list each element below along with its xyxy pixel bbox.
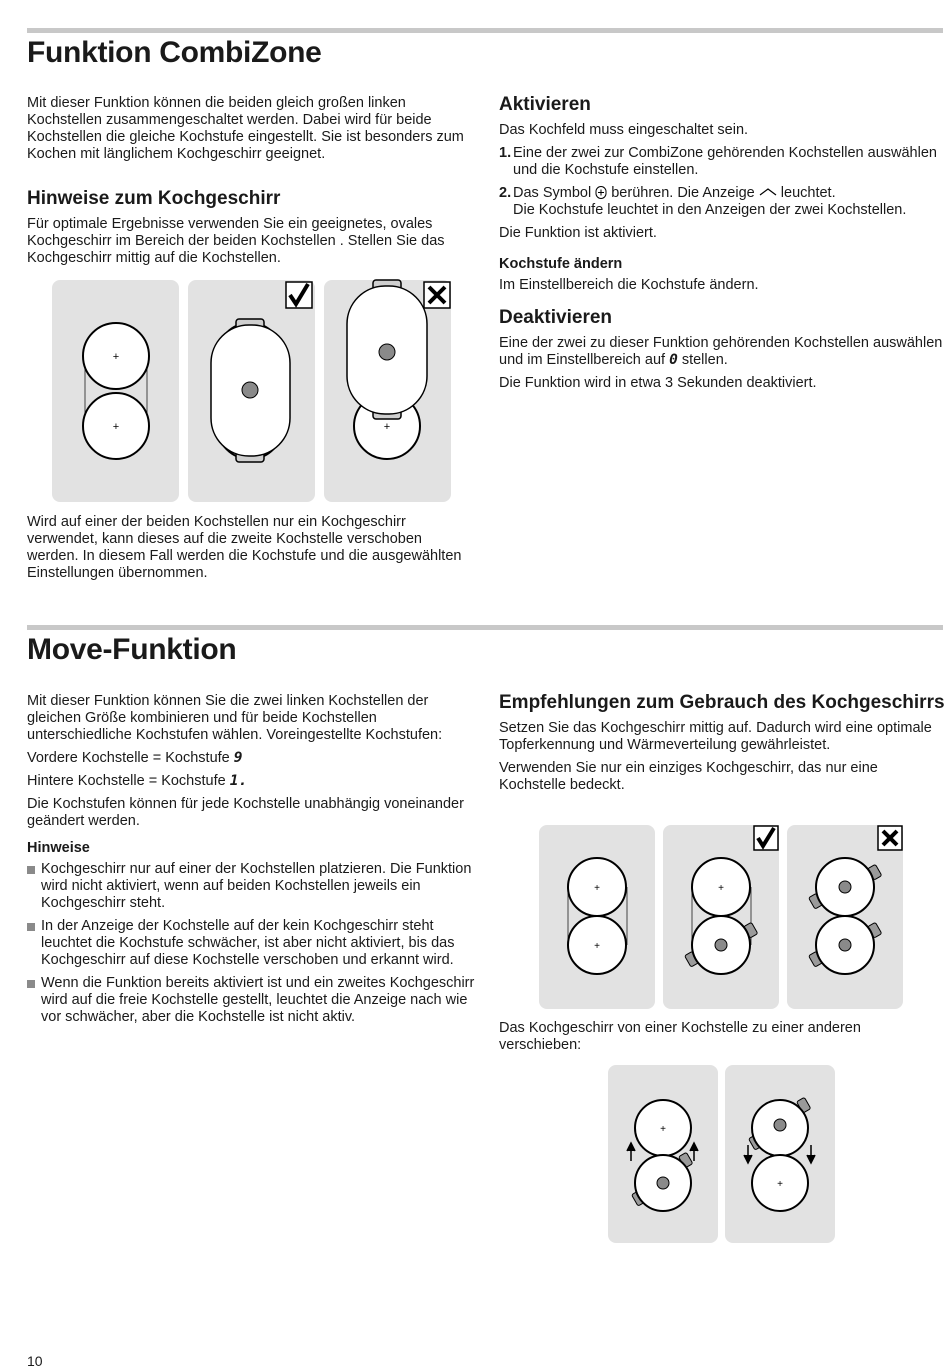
activate-done: Die Funktion ist aktiviert. bbox=[499, 224, 657, 241]
activate-pre: Das Kochfeld muss eingeschaltet sein. bbox=[499, 121, 749, 138]
move-independent: Die Kochstufen können für jede Kochstelle unabhängig voneinander geändert werden. bbox=[27, 796, 464, 829]
svg-text:+: + bbox=[594, 941, 600, 952]
front-zone-preset: Vordere Kochstelle = Kochstufe 9 bbox=[27, 750, 243, 766]
combizone-right-column bbox=[499, 95, 945, 398]
move-shift-illustration bbox=[607, 1063, 837, 1245]
deactivate-text: Eine der zwei zu dieser Funktion gehörenden Kochstellen auswählen und im Einstellbereich auf 0 stellen. bbox=[499, 334, 943, 368]
reco-text-2: Verwenden Sie nur ein einziges Kochgeschirr, das nur eine Kochstelle bedeckt. bbox=[499, 759, 878, 793]
svg-text:+: + bbox=[112, 421, 120, 433]
combizone-indicator-icon bbox=[759, 187, 777, 197]
cookware-heading: Hinweise zum Kochgeschirr bbox=[27, 188, 281, 209]
combizone-intro: Mit dieser Funktion können die beiden gleich großen linken Kochstellen zusammengeschaltet werden. Dabei wird für beide Kochstellen die gleiche Kochstufe eingestellt. Sie ist besonders zum Kochen mit länglichem Kochgeschirr geeignet. bbox=[27, 95, 464, 162]
svg-text:+: + bbox=[594, 883, 600, 894]
combizone-symbol-icon bbox=[595, 186, 607, 199]
zero-level-display: 0 bbox=[669, 351, 678, 368]
move-right-column bbox=[499, 693, 945, 800]
page-number: 10 bbox=[27, 1353, 43, 1369]
activate-heading: Aktivieren bbox=[499, 94, 591, 115]
shift-note bbox=[499, 1020, 945, 1060]
combizone-left-column bbox=[27, 95, 475, 273]
activate-step-2: 2. Das Symbol berühren. Die Anzeige leuchtet. Die Kochstufe leuchtet in den Anzeigen der zwei Kochstellen. bbox=[499, 184, 907, 218]
change-level-heading: Kochstufe ändern bbox=[499, 255, 623, 272]
change-level-text: Im Einstellbereich die Kochstufe ändern. bbox=[499, 276, 759, 293]
section-rule-move bbox=[27, 625, 943, 630]
section-title-combizone: Funktion CombiZone bbox=[27, 36, 322, 69]
deactivate-done: Die Funktion wird in etwa 3 Sekunden deaktiviert. bbox=[499, 374, 817, 391]
move-left-column bbox=[27, 693, 475, 1032]
activate-step-1: 1. Eine der zwei zur CombiZone gehörenden Kochstellen auswählen und die Kochstufe einstellen. bbox=[499, 144, 937, 178]
bullet-square-icon bbox=[27, 866, 35, 874]
move-intro: Mit dieser Funktion können Sie die zwei linken Kochstellen der gleichen Größe kombinieren und für beide Kochstellen unterschiedliche Kochstufen wählen. Voreingestellte Kochstufen: bbox=[27, 693, 443, 743]
rear-zone-preset: Hintere Kochstelle = Kochstufe 1. bbox=[27, 773, 248, 789]
notes-heading: Hinweise bbox=[27, 840, 90, 856]
svg-text:+: + bbox=[718, 883, 724, 894]
svg-text:+: + bbox=[660, 1124, 666, 1135]
section-rule-combizone bbox=[27, 28, 943, 33]
reco-text-1: Setzen Sie das Kochgeschirr mittig auf. Dadurch wird eine optimale Topferkennung und Wärmeverteilung gewährleistet. bbox=[499, 719, 932, 753]
single-cookware-text: Wird auf einer der beiden Kochstellen nur ein Kochgeschirr verwendet, kann dieses auf die zweite Kochstelle verschoben werden. In diesem Fall werden die Kochstufe und die ausgewählten Einstellungen übernommen. bbox=[27, 514, 462, 581]
section-title-move: Move-Funktion bbox=[27, 633, 237, 666]
svg-text:+: + bbox=[383, 421, 391, 433]
combizone-single-note bbox=[27, 514, 475, 588]
cookware-text: Für optimale Ergebnisse verwenden Sie ein geeignetes, ovales Kochgeschirr im Bereich der beiden Kochstellen . Stellen Sie das Kochgeschirr mittig auf die Kochstellen. bbox=[27, 215, 445, 266]
note-item: In der Anzeige der Kochstelle auf der kein Kochgeschirr steht leuchtet die Kochstufe schwächer, ist aber nicht aktiviert, bis das Kochgeschirr auf diese Kochstelle verschoben und erkannt wird. bbox=[27, 918, 475, 969]
reco-heading: Empfehlungen zum Gebrauch des Kochgeschirrs bbox=[499, 692, 945, 713]
svg-text:+: + bbox=[112, 351, 120, 363]
bullet-square-icon bbox=[27, 980, 35, 988]
combizone-panel-empty bbox=[52, 280, 179, 502]
shift-text: Das Kochgeschirr von einer Kochstelle zu einer anderen verschieben: bbox=[499, 1020, 861, 1053]
deactivate-heading: Deaktivieren bbox=[499, 306, 613, 328]
note-item: Kochgeschirr nur auf einer der Kochstellen platzieren. Die Funktion wird nicht aktiviert, wenn auf beiden Kochstellen jeweils ein Kochgeschirr steht. bbox=[27, 861, 475, 912]
combizone-illustration bbox=[50, 278, 456, 504]
move-cookware-illustration bbox=[538, 823, 906, 1011]
bullet-square-icon bbox=[27, 923, 35, 931]
note-item: Wenn die Funktion bereits aktiviert ist und ein zweites Kochgeschirr wird auf die freie Kochstelle gestellt, leuchtet die Anzeige nach wie vor schwächer, aber die Kochstelle ist nicht aktiv. bbox=[27, 975, 475, 1026]
svg-text:+: + bbox=[777, 1179, 783, 1190]
